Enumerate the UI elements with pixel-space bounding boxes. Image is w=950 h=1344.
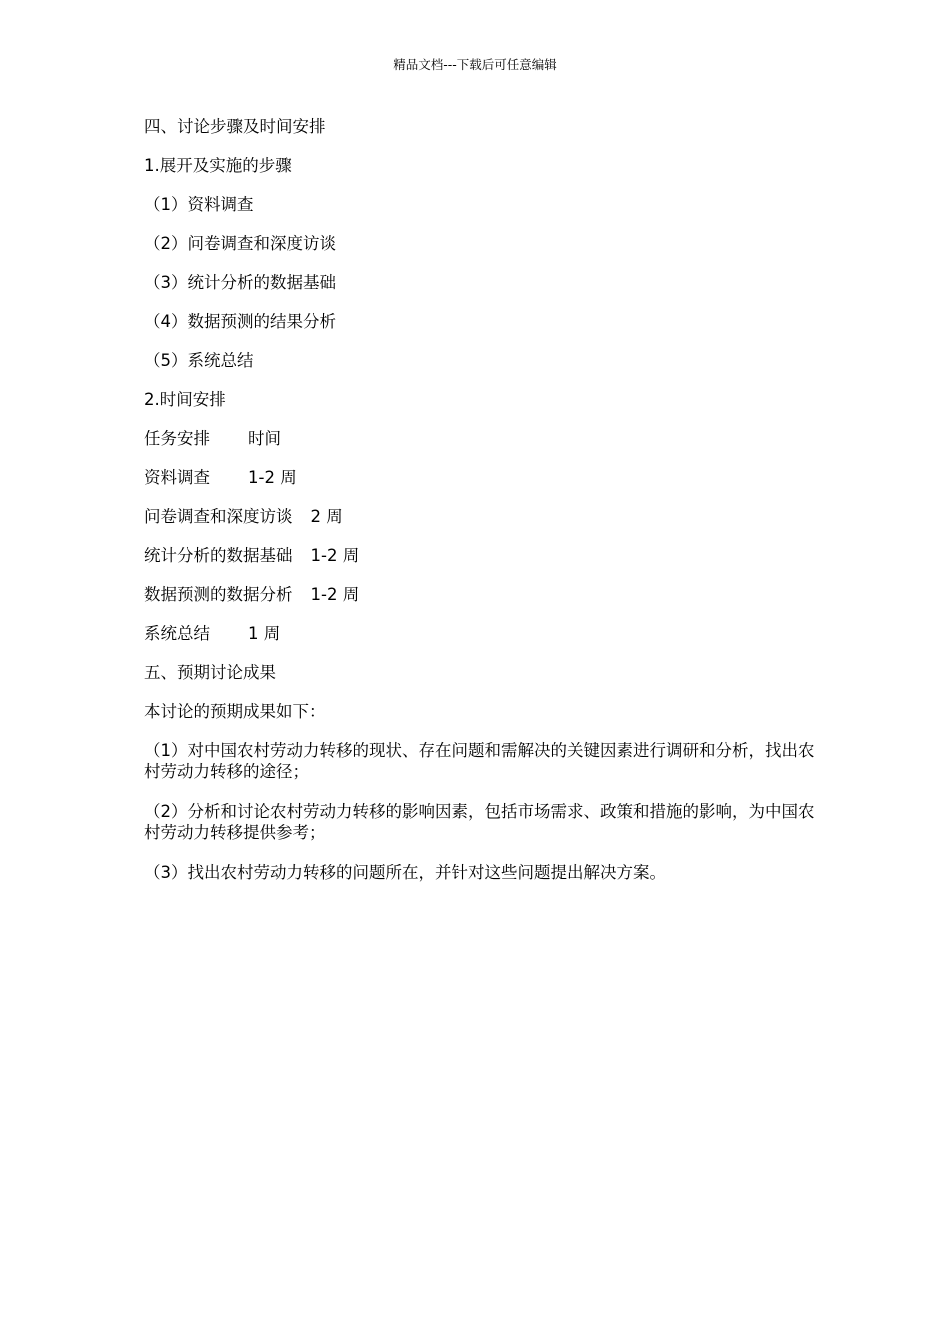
schedule-row (144, 467, 824, 506)
schedule-row (144, 623, 824, 662)
step-item: （3）统计分析的数据基础 (144, 273, 336, 292)
schedule-time: 2 周 (310, 507, 343, 526)
schedule-time: 1-2 周 (248, 468, 297, 487)
result-item: （1）对中国农村劳动力转移的现状、存在问题和需解决的关键因素进行调研和分析，找出农村劳动力转移的途径； (144, 741, 815, 781)
schedule-row (144, 545, 824, 584)
page-header: 精品文档---下载后可任意编辑 (393, 57, 557, 72)
result-item: （2）分析和讨论农村劳动力转移的影响因素，包括市场需求、政策和措施的影响，为中国农村劳动力转移提供参考； (144, 802, 815, 842)
step-item: （1）资料调查 (144, 195, 254, 214)
schedule-task: 资料调查 (144, 468, 210, 487)
schedule-task: 问卷调查和深度访谈 (144, 507, 293, 526)
schedule-time: 1-2 周 (310, 546, 360, 565)
schedule-task: 系统总结 (144, 624, 210, 643)
schedule-task: 数据预测的数据分析 (144, 585, 293, 604)
section-5-title: 五、预期讨论成果 (144, 663, 276, 682)
subsection-steps-title: 1.展开及实施的步骤 (144, 156, 292, 175)
results-intro: 本讨论的预期成果如下： (144, 702, 326, 721)
schedule-time: 1-2 周 (310, 585, 360, 604)
schedule-row (144, 584, 824, 623)
subsection-schedule-title: 2.时间安排 (144, 390, 226, 409)
step-item: （2）问卷调查和深度访谈 (144, 234, 336, 253)
section-4-title: 四、讨论步骤及时间安排 (144, 117, 326, 136)
schedule-task: 统计分析的数据基础 (144, 546, 293, 565)
schedule-time: 1 周 (248, 624, 281, 643)
result-item: （3）找出农村劳动力转移的问题所在，并针对这些问题提出解决方案。 (144, 863, 666, 882)
step-item: （4）数据预测的结果分析 (144, 312, 336, 331)
schedule-header-task: 任务安排 (144, 429, 210, 448)
schedule-row (144, 506, 824, 545)
step-item: （5）系统总结 (144, 351, 254, 370)
schedule-header-time: 时间 (248, 429, 281, 448)
schedule-header-row (144, 428, 824, 467)
document-body (144, 116, 824, 902)
